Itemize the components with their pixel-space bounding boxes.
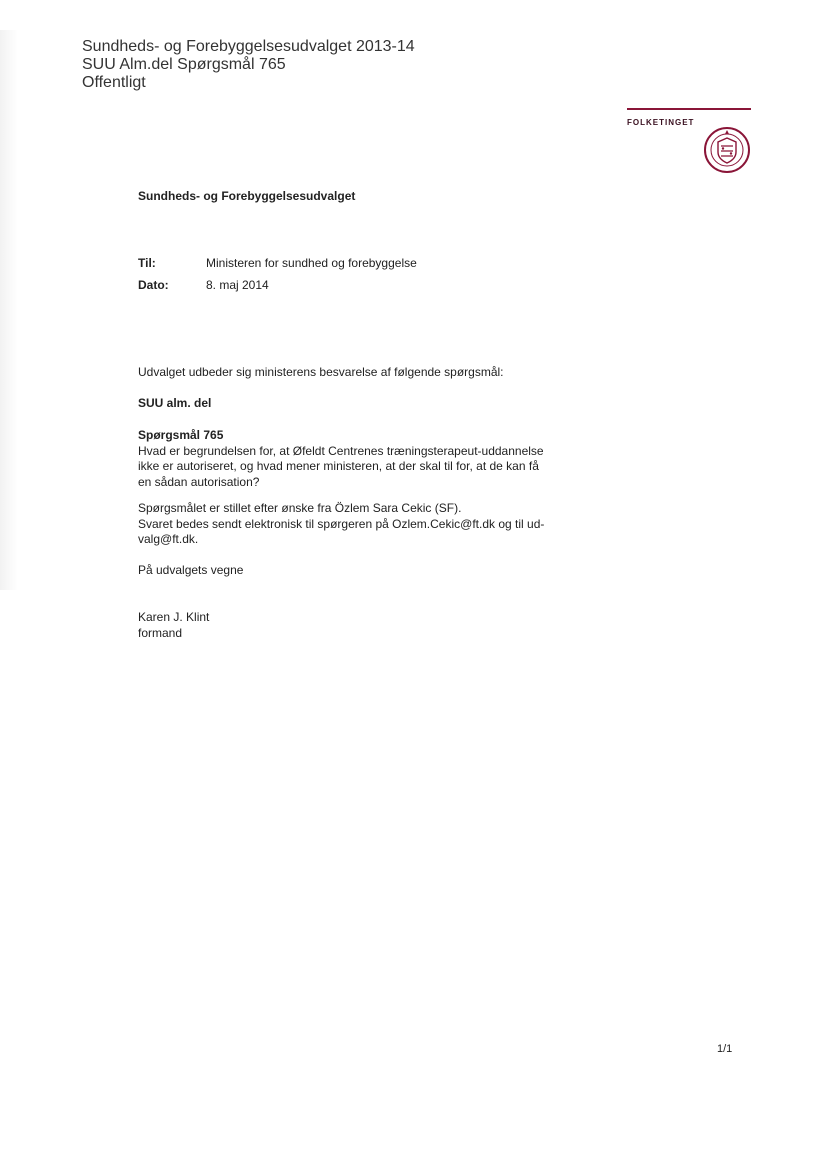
intro-text: Udvalget udbeder sig ministerens besvarelse af følgende spørgsmål: [138, 365, 504, 379]
asker-line: Spørgsmålet er stillet efter ønske fra Özlem Sara Cekic (SF). [138, 501, 462, 515]
document-stamp [82, 38, 415, 92]
date-label: Dato: [138, 278, 169, 292]
signer-name: Karen J. Klint [138, 610, 210, 624]
question-title: Spørgsmål 765 [138, 428, 224, 442]
recipient-value: Ministeren for sundhed og forebyggelse [206, 256, 417, 270]
folketinget-seal-icon [703, 126, 751, 174]
signature-block [138, 610, 558, 641]
recipient-label: Til: [138, 256, 156, 270]
logo-name: FOLKETINGET [627, 118, 695, 127]
date-value: 8. maj 2014 [206, 278, 269, 292]
question-block [138, 428, 558, 490]
question-line: en sådan autorisation? [138, 474, 260, 489]
question-line: Hvad er begrundelsen for, at Øfeldt Centrenes træningsterapeut-uddannelse [138, 443, 544, 458]
asker-line: valg@ft.dk. [138, 532, 199, 546]
date-row [138, 278, 269, 292]
recipient-row [138, 256, 417, 270]
section-heading: SUU alm. del [138, 396, 212, 410]
committee-title: Sundheds- og Forebyggelsesudvalget [138, 189, 356, 203]
signer-title: formand [138, 625, 183, 640]
question-line: ikke er autoriseret, og hvad mener ministeren, at der skal til for, at de kan få [138, 459, 539, 473]
scan-artifact [0, 30, 18, 590]
asker-block [138, 501, 558, 548]
page-number: 1/1 [717, 1043, 733, 1055]
closing-text: På udvalgets vegne [138, 563, 244, 577]
logo-rule [627, 108, 751, 110]
asker-line: Svaret bedes sendt elektronisk til spørgeren på Ozlem.Cekic@ft.dk og til ud- [138, 516, 545, 531]
stamp-reference: SUU Alm.del Spørgsmål 765 [82, 56, 286, 73]
stamp-committee-year: Sundheds- og Forebyggelsesudvalget 2013-14 [82, 38, 415, 55]
stamp-visibility: Offentligt [82, 74, 146, 91]
